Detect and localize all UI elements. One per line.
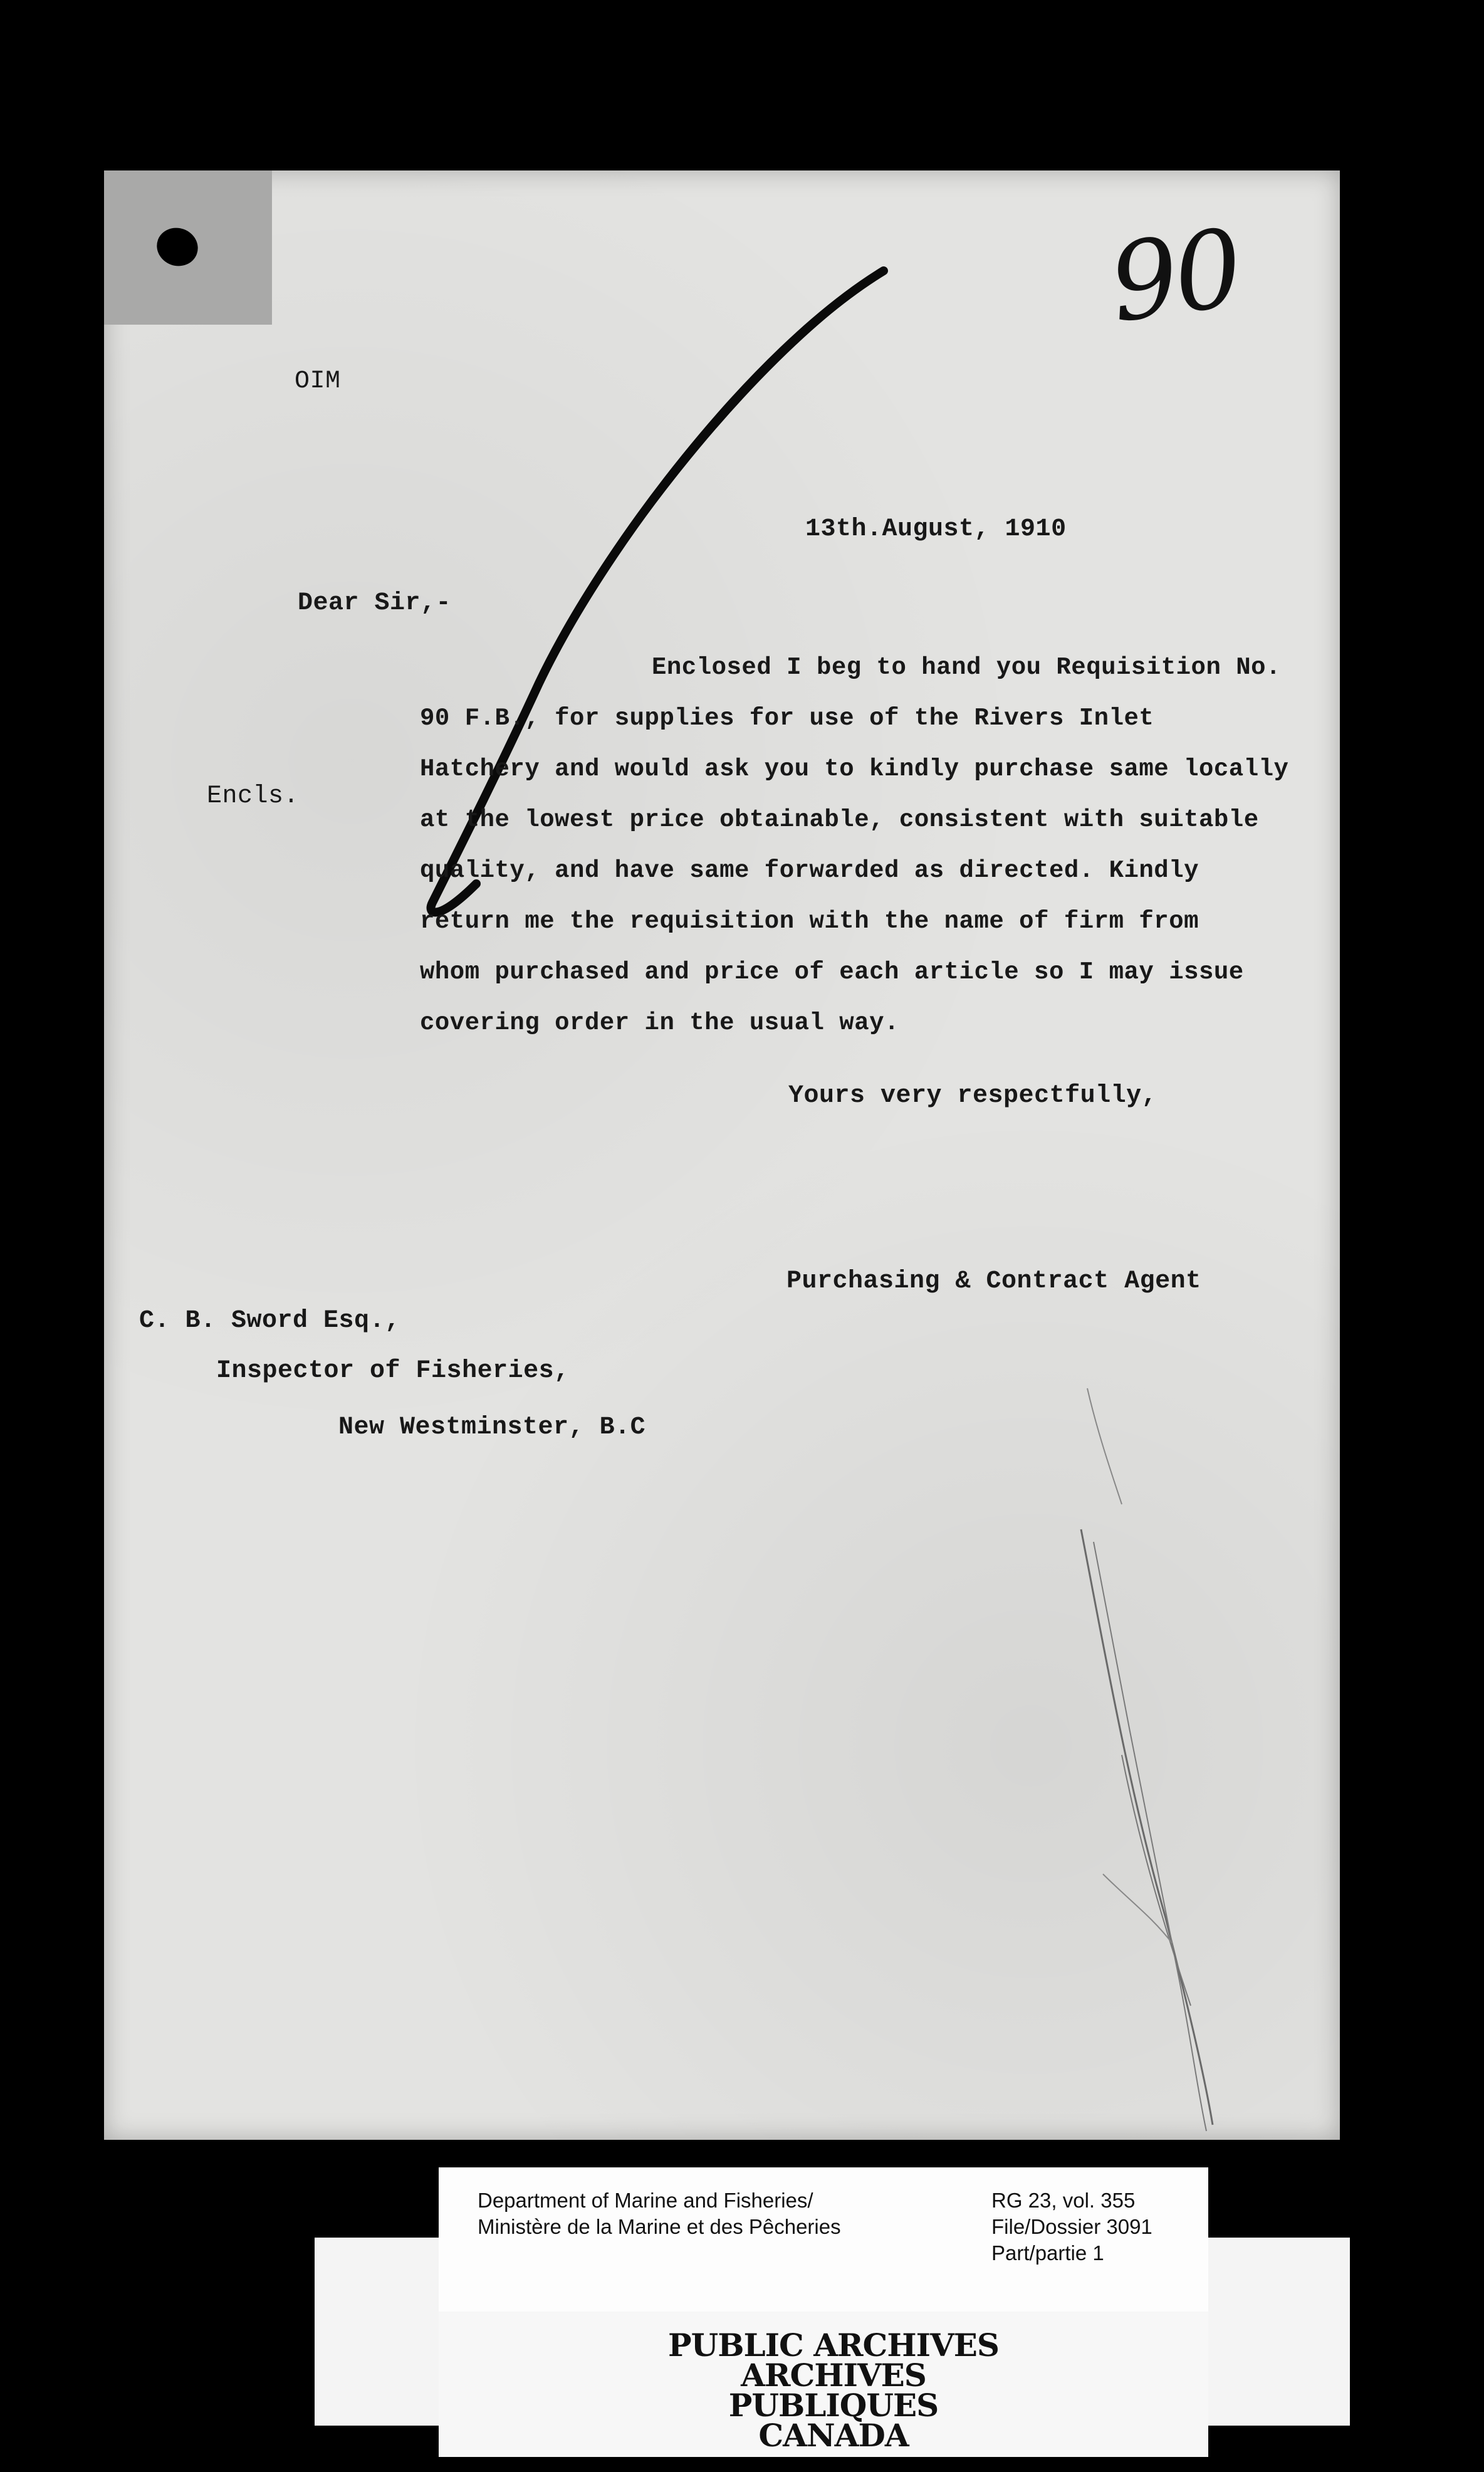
body-line: covering order in the usual way. — [420, 1009, 899, 1037]
body-line: whom purchased and price of each article so I may issue — [420, 958, 1244, 986]
recipient-place: New Westminster, B.C — [338, 1413, 646, 1442]
handwritten-page-number: 90 — [1102, 206, 1247, 347]
body-line: return me the requisition with the name of firm from — [420, 908, 1199, 935]
complimentary-close: Yours very respectfully, — [788, 1082, 1157, 1110]
signature-title: Purchasing & Contract Agent — [786, 1267, 1201, 1296]
stamp-line: CANADA — [758, 2417, 909, 2454]
stamp-line: PUBLIC ARCHIVES — [668, 2327, 999, 2364]
record-group: RG 23, vol. 355 — [991, 2189, 1136, 2212]
file-number: File/Dossier 3091 — [991, 2215, 1152, 2238]
department-english: Department of Marine and Fisheries/ — [478, 2189, 813, 2212]
salutation: Dear Sir,- — [298, 589, 452, 617]
typist-initials: OIM — [295, 367, 341, 395]
letter-date: 13th.August, 1910 — [805, 515, 1067, 543]
part-number: Part/partie 1 — [991, 2241, 1104, 2265]
recipient-name: C. B. Sword Esq., — [139, 1307, 400, 1335]
archives-stamp — [658, 2327, 1009, 2454]
letter-body — [420, 642, 1310, 1049]
department-french: Ministère de la Marine et des Pêcheries — [478, 2215, 841, 2238]
body-line: quality, and have same forwarded as directed. Kindly — [420, 857, 1199, 884]
recipient-title: Inspector of Fisheries, — [216, 1357, 570, 1385]
body-line: Hatchery and would ask you to kindly purchase same locally — [420, 755, 1289, 783]
stamp-line: ARCHIVES PUBLIQUES — [728, 2357, 939, 2424]
body-line: 90 F.B., for supplies for use of the Rivers Inlet — [420, 704, 1154, 732]
enclosure-note: Encls. — [207, 782, 300, 810]
body-line: Enclosed I beg to hand you Requisition No. — [652, 654, 1281, 681]
body-line: at the lowest price obtainable, consistent with suitable — [420, 806, 1259, 834]
